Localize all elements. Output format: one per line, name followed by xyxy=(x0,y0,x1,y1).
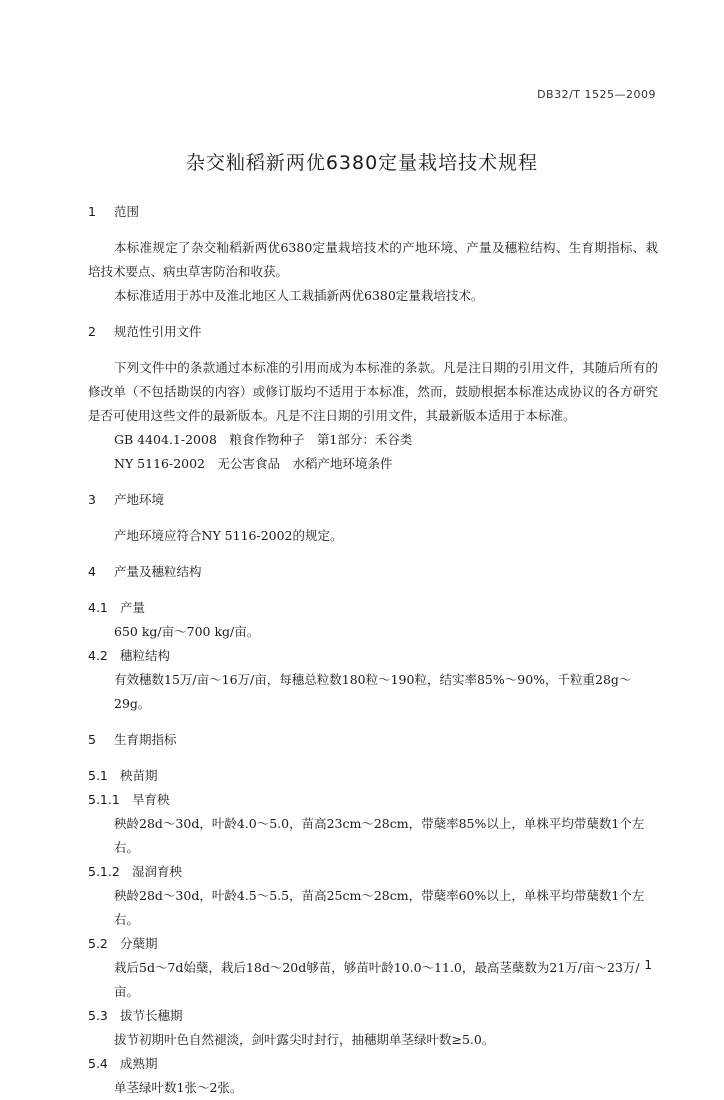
subsection-heading xyxy=(88,1004,658,1028)
subsection-title: 秧苗期 xyxy=(120,768,158,783)
section-heading xyxy=(88,728,658,752)
subsection-heading xyxy=(88,764,658,788)
paragraph: 下列文件中的条款通过本标准的引用而成为本标准的条款。凡是注日期的引用文件，其随后所有的修改单（不包括勘误的内容）或修订版均不适用于本标准，然而，鼓励根据本标准达成协议的各方研究是否可使用这些文件的最新版本。凡是不注日期的引用文件，其最新版本适用于本标准。 xyxy=(88,360,658,423)
subsection-number: 4.1 xyxy=(88,600,108,615)
subsection-number: 5.2 xyxy=(88,936,108,951)
page-number: 1 xyxy=(644,958,652,972)
paragraph: 栽后5d～7d始蘖，栽后18d～20d够苗，够苗叶龄10.0～11.0，最高茎蘖数为21万/亩～23万/亩。 xyxy=(114,960,640,999)
subsection-title: 产量 xyxy=(120,600,146,615)
subsection-title: 拔节长穗期 xyxy=(120,1008,183,1023)
section-number: 5 xyxy=(88,732,96,747)
subsection-title: 旱育秧 xyxy=(132,792,170,807)
document-code: DB32/T 1525—2009 xyxy=(537,88,656,101)
reference-item: GB 4404.1-2008 粮食作物种子 第1部分：禾谷类 xyxy=(114,432,413,447)
subsection-heading xyxy=(88,788,658,812)
subsection-heading xyxy=(88,1052,658,1076)
subsection-number: 5.3 xyxy=(88,1008,108,1023)
section-number: 1 xyxy=(88,204,96,219)
subsection-number: 5.1.2 xyxy=(88,864,120,879)
section-title: 生育期指标 xyxy=(114,732,177,747)
paragraph: 有效穗数15万/亩～16万/亩，每穗总粒数180粒～190粒，结实率85%～90%，千粒重28g～29g。 xyxy=(114,672,632,711)
section-heading xyxy=(88,560,658,584)
section-title: 产地环境 xyxy=(114,492,165,507)
paragraph: 秧龄28d～30d，叶龄4.5～5.5，苗高25cm～28cm，带蘖率60%以上，单株平均带蘖数1个左右。 xyxy=(114,888,645,927)
paragraph: 单茎绿叶数1张～2张。 xyxy=(114,1080,243,1095)
section-heading xyxy=(88,320,658,344)
subsection-number: 5.1.1 xyxy=(88,792,120,807)
paragraph: 秧龄28d～30d，叶龄4.0～5.0，苗高23cm～28cm，带蘖率85%以上，单株平均带蘖数1个左右。 xyxy=(114,816,645,855)
subsection-number: 4.2 xyxy=(88,648,108,663)
section-heading xyxy=(88,200,658,224)
subsection-heading xyxy=(88,860,658,884)
subsection-heading xyxy=(88,596,658,620)
section-number: 2 xyxy=(88,324,96,339)
subsection-number: 5.4 xyxy=(88,1056,108,1071)
subsection-title: 穗粒结构 xyxy=(120,648,171,663)
section-number: 3 xyxy=(88,492,96,507)
subsection-title: 成熟期 xyxy=(120,1056,158,1071)
paragraph: 拔节初期叶色自然褪淡，剑叶露尖时封行，抽穗期单茎绿叶数≥5.0。 xyxy=(114,1032,495,1047)
document-title: 杂交籼稻新两优6380定量栽培技术规程 xyxy=(185,152,539,174)
document-body xyxy=(88,200,658,1100)
subsection-title: 分蘖期 xyxy=(120,936,158,951)
section-title: 产量及穗粒结构 xyxy=(114,564,202,579)
section-title: 规范性引用文件 xyxy=(114,324,202,339)
subsection-heading xyxy=(88,644,658,668)
section-heading xyxy=(88,488,658,512)
subsection-heading xyxy=(88,932,658,956)
subsection-number: 5.1 xyxy=(88,768,108,783)
paragraph: 本标准适用于苏中及淮北地区人工栽插新两优6380定量栽培技术。 xyxy=(114,288,484,303)
subsection-title: 湿润育秧 xyxy=(132,864,183,879)
section-title: 范围 xyxy=(114,204,140,219)
paragraph: 650 kg/亩～700 kg/亩。 xyxy=(114,624,260,639)
paragraph: 本标准规定了杂交籼稻新两优6380定量栽培技术的产地环境、产量及穗粒结构、生育期指标、栽培技术要点、病虫草害防治和收获。 xyxy=(88,240,658,279)
reference-item: NY 5116-2002 无公害食品 水稻产地环境条件 xyxy=(114,456,393,471)
paragraph: 产地环境应符合NY 5116-2002的规定。 xyxy=(114,528,343,543)
section-number: 4 xyxy=(88,564,96,579)
